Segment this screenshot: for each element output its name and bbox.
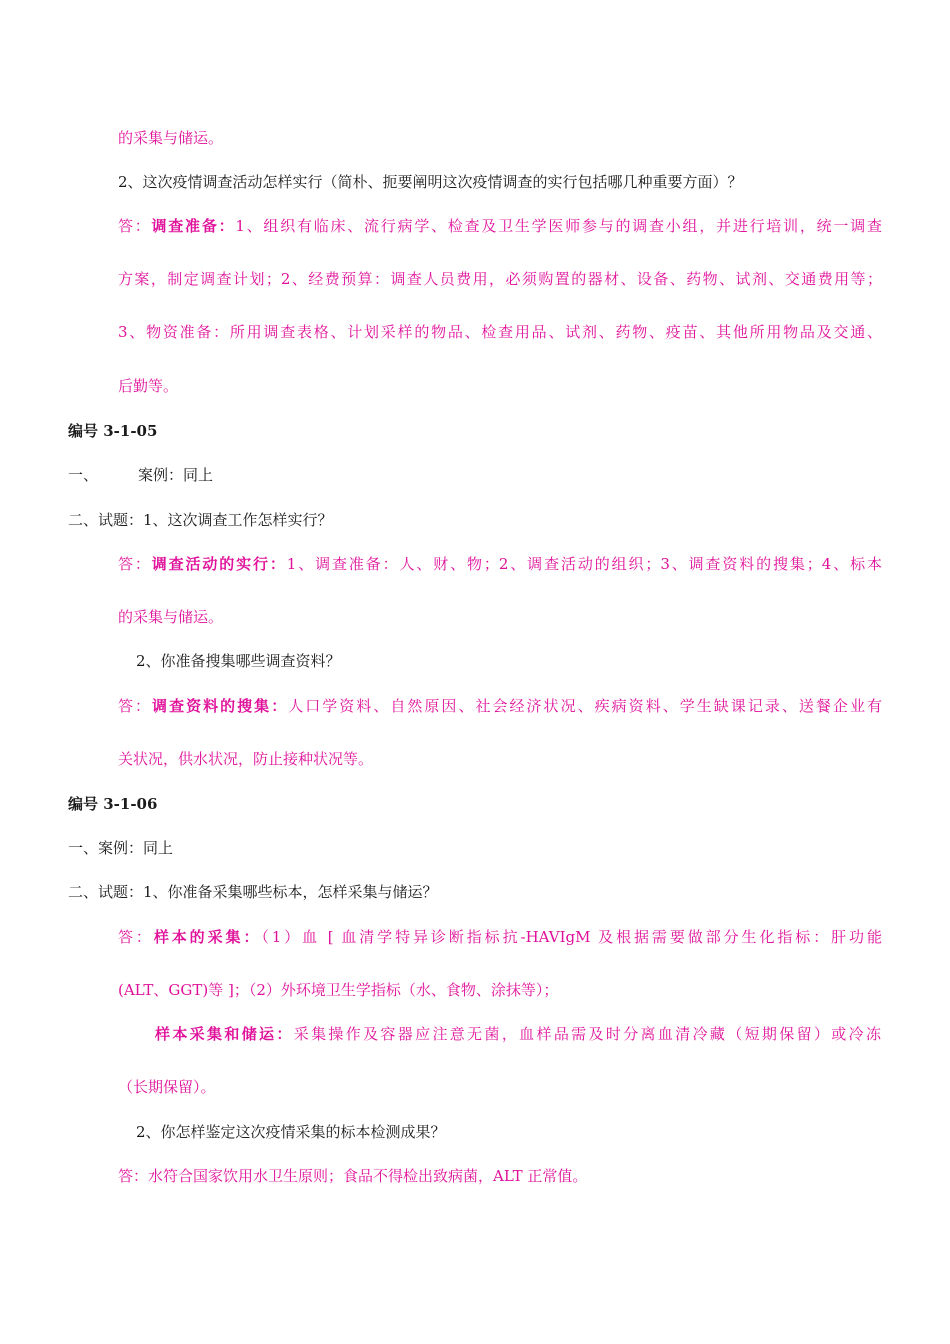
case-text: 案例：同上 <box>138 466 214 484</box>
answer-prefix: 答： <box>118 697 153 715</box>
answer-line <box>118 927 882 947</box>
question-line: 二、试题：1、这次调查工作怎样实行？ <box>68 511 333 529</box>
section-heading: 编号 3-1-05 <box>68 422 158 440</box>
answer-text: 采集操作及容器应注意无菌，血样品需及时分离血清冷藏（短期保留）或冷冻 <box>293 1025 881 1043</box>
answer-line: 的采集与储运。 <box>118 608 224 626</box>
answer-line: （长期保留）。 <box>118 1078 216 1096</box>
question-line: 2、这次疫情调查活动怎样实行（简朴、扼要阐明这次疫情调查的实行包括哪几种重要方面）？ <box>118 173 743 191</box>
section-heading: 编号 3-1-06 <box>68 795 158 813</box>
question-line: 2、你怎样鉴定这次疫情采集的标本检测成果？ <box>136 1123 446 1141</box>
answer-prefix: 答： <box>118 555 152 573</box>
answer-line: 答：水符合国家饮用水卫生原则；食品不得检出致病菌，ALT 正常值。 <box>118 1167 588 1185</box>
answer-line: (ALT、GGT)等 ]；（2）外环境卫生学指标（水、食物、涂抹等）； <box>118 981 559 999</box>
answer-line <box>118 216 882 236</box>
answer-line <box>155 1024 881 1044</box>
answer-heading: 样本的采集： <box>153 928 262 946</box>
answer-heading: 样本采集和储运： <box>155 1025 294 1043</box>
question-line: 二、试题：1、你准备采集哪些标本，怎样采集与储运？ <box>68 883 438 901</box>
answer-line: 方案，制定调查计划；2、经费预算：调查人员费用，必须购置的器材、设备、药物、试剂、交通费用等； <box>118 270 882 288</box>
answer-line: 关状况，供水状况，防止接种状况等。 <box>118 750 374 768</box>
answer-heading: 调查资料的搜集： <box>152 697 289 715</box>
case-line: 一、案例：同上 <box>68 839 174 857</box>
answer-text: 1、组织有临床、流行病学、检查及卫生学医师参与的调查小组，并进行培训，统一调查 <box>235 217 882 235</box>
answer-prefix: 答： <box>118 217 152 235</box>
answer-line: 后勤等。 <box>118 377 179 395</box>
answer-line: 的采集与储运。 <box>118 129 224 147</box>
answer-line: 3、物资准备：所用调查表格、计划采样的物品、检查用品、试剂、药物、疫苗、其他所用物品及交通、 <box>118 323 882 341</box>
answer-text: 人口学资料、自然原因、社会经济状况、疾病资料、学生缺课记录、送餐企业有 <box>288 697 882 715</box>
question-line: 2、你准备搜集哪些调查资料？ <box>136 652 341 670</box>
answer-heading: 调查准备： <box>151 217 236 235</box>
answer-prefix: 答： <box>118 928 154 946</box>
answer-text: （1）血 [ 血清学特异诊断指标抗-HAVIgM 及根据需要做部分生化指标：肝功能 <box>261 928 882 946</box>
answer-line <box>118 554 882 574</box>
case-number: 一、 <box>68 466 99 484</box>
answer-heading: 调查活动的实行： <box>151 555 287 573</box>
case-line <box>68 465 213 485</box>
answer-line <box>118 696 882 716</box>
answer-text: 1、调查准备：人、财、物；2、调查活动的组织；3、调查资料的搜集；4、标本 <box>286 555 882 573</box>
